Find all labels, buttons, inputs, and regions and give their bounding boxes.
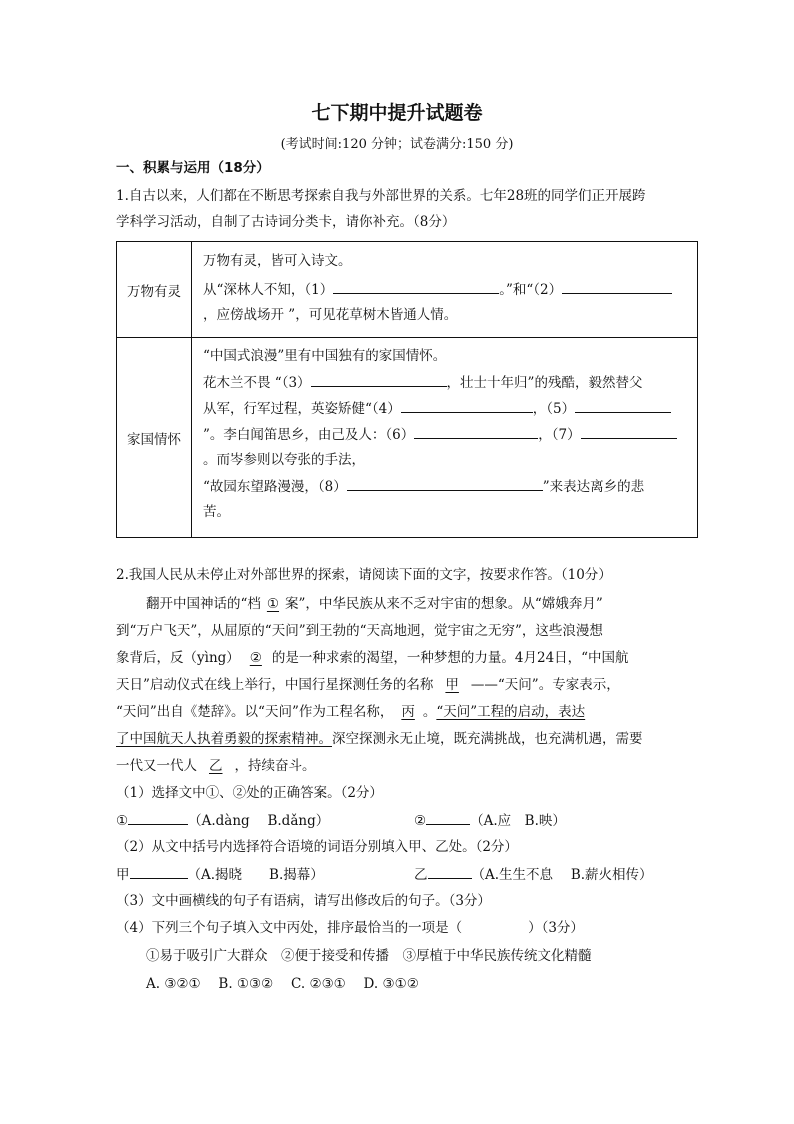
mark-1: ①	[266, 596, 280, 612]
blank-5[interactable]	[575, 398, 671, 413]
answer-blank-jia[interactable]	[130, 864, 188, 879]
passage-line1: 翻开中国神话的“档 ① 案”，中华民族从来不乏对宇宙的想象。从“嫦娥奔月”	[146, 596, 603, 612]
passage-line3: 象背后，反（yìng） ② 的是一种求索的渴望，一种梦想的力量。4月24日，“中国航	[116, 650, 629, 666]
card-r2-line5: 。而岑参则以夸张的手法，	[203, 452, 365, 468]
q1-text-line1: 1.自古以来，人们都在不断思考探索自我与外部世界的关系。七年28班的同学们正开展跨	[116, 188, 646, 204]
passage-line6: 了中国航天人执着勇毅的探索精神。深空探测永无止境，既充满挑战，也充满机遇，需要	[116, 731, 643, 747]
card-content-jiaguo	[192, 338, 698, 538]
card-r2-line2: 花木兰不畏 “（3） ，壮士十年归”的残酷，毅然替父	[203, 372, 642, 393]
card-content-wanwu	[192, 242, 698, 338]
mark-jia: 甲	[445, 677, 459, 693]
q1-text-line2: 学科学习活动，自制了古诗词分类卡，请你补充。（8分）	[116, 214, 456, 230]
sub-question-1-answers-b: ② （A.应 B.映）	[414, 810, 566, 831]
blank-2[interactable]	[562, 279, 672, 294]
card-row-wanwu	[117, 242, 698, 338]
card-r2-line7: 苦。	[203, 504, 230, 520]
blank-3[interactable]	[311, 372, 447, 387]
sub-question-4-items: ①易于吸引广大群众 ②便于接受和传播 ③厚植于中华民族传统文化精髓	[146, 948, 592, 964]
card-r1-line2: 从“深林人不知，（1） 。”和“（2）	[203, 279, 672, 300]
sub-question-2-answers-b: 乙 （A.生生不息 B.薪火相传）	[414, 864, 653, 885]
underlined-sentence-part1: “天问”工程的启动，表达	[436, 704, 586, 720]
underlined-sentence-part2: 了中国航天人执着勇毅的探索精神。	[116, 731, 332, 747]
card-r2-line1: “中国式浪漫”里有中国独有的家国情怀。	[203, 348, 447, 364]
sub-question-4-choices: A. ③②① B. ①③② C. ②③① D. ③①②	[146, 976, 419, 992]
blank-1[interactable]	[333, 279, 499, 294]
mark-yi: 乙	[209, 758, 223, 774]
mark-bing: 丙	[401, 704, 415, 720]
card-row-jiaguo	[117, 338, 698, 538]
card-r1-line1: 万物有灵，皆可入诗文。	[203, 253, 352, 269]
sub-question-2: （2）从文中括号内选择符合语境的词语分别填入甲、乙处。（2分）	[116, 839, 518, 855]
sub-question-3: （3）文中画横线的句子有语病，请写出修改后的句子。（3分）	[116, 893, 491, 909]
sub-question-2-answers: 甲 （A.揭晓 B.揭幕）	[116, 864, 324, 885]
blank-4[interactable]	[401, 398, 533, 413]
sub-question-4: （4）下列三个句子填入文中丙处，排序最恰当的一项是（ ）（3分）	[116, 920, 584, 936]
q2-intro: 2.我国人民从未停止对外部世界的探索，请阅读下面的文字，按要求作答。（10分）	[116, 567, 612, 583]
passage-line5: “天问”出自《楚辞》。以“天问”作为工程名称， 丙 。“天问”工程的启动，表达	[116, 704, 586, 720]
poetry-card-table	[116, 241, 698, 538]
passage-line7: 一代又一代人 乙 ，持续奋斗。	[116, 758, 316, 774]
answer-blank-1[interactable]	[128, 810, 188, 825]
card-r1-line3: ，应傍战场开 ”，可见花草树木皆通人情。	[203, 307, 458, 323]
blank-8[interactable]	[347, 476, 543, 491]
card-label-jiaguo: 家国情怀	[117, 338, 192, 538]
passage-line4: 天日”启动仪式在线上举行，中国行星探测任务的名称 甲 ——“天问”。专家表示，	[116, 677, 620, 693]
passage-line2: 到“万户飞天”，从屈原的“天问”到王勃的“天高地迥，觉宇宙之无穷”，这些浪漫想	[116, 623, 603, 639]
mark-2: ②	[249, 650, 262, 666]
card-label-wanwu: 万物有灵	[117, 242, 192, 338]
card-r2-line3: 从军，行军过程，英姿矫健“（4） ，（5）	[203, 398, 671, 419]
blank-6[interactable]	[414, 424, 538, 439]
sub-question-1: （1）选择文中①、②处的正确答案。（2分）	[116, 785, 383, 801]
answer-blank-yi[interactable]	[428, 864, 472, 879]
answer-blank-2[interactable]	[426, 810, 470, 825]
card-r2-line6: “故园东望路漫漫，（8） ”来表达离乡的悲	[203, 476, 644, 497]
page-title: 七下期中提升试题卷	[311, 102, 483, 124]
card-r2-line4: ”。李白闻笛思乡，由己及人：（6） ，（7）	[203, 424, 677, 445]
exam-info: (考试时间:120 分钟；试卷满分:150 分)	[280, 137, 514, 152]
section-heading: 一、积累与运用（18分）	[116, 160, 270, 176]
blank-7[interactable]	[581, 424, 677, 439]
sub-question-1-answers: ① （A.dàng B.dǎng）	[116, 810, 329, 831]
